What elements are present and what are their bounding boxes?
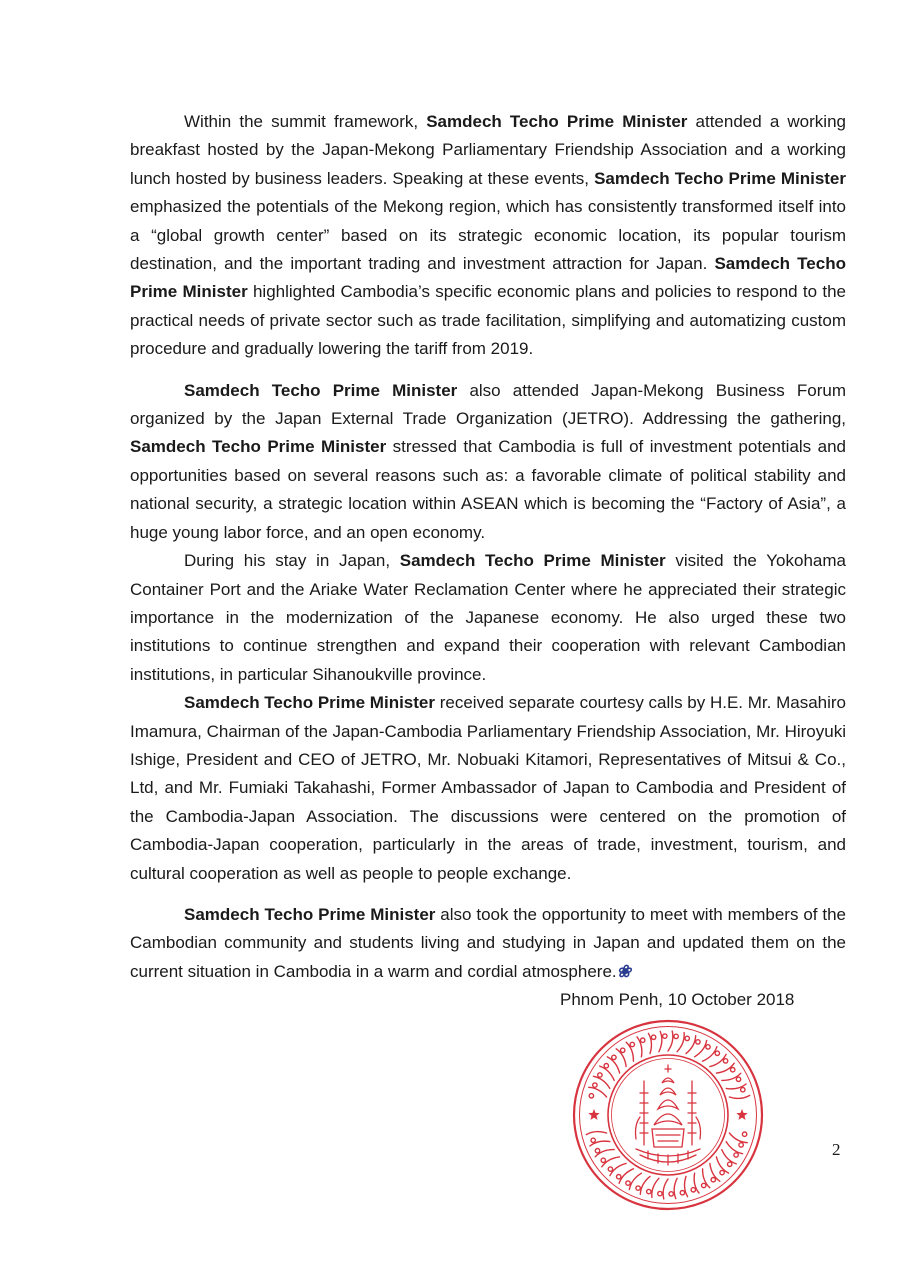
seal-script-loop xyxy=(669,1192,673,1196)
seal-script-loop xyxy=(741,1088,745,1092)
bold-text-run: Samdech Techo Prime Minister xyxy=(426,112,688,131)
seal-script-loop xyxy=(706,1045,710,1049)
seal-script-loop xyxy=(630,1042,634,1046)
text-run: During his stay in Japan, xyxy=(184,551,400,571)
seal-script-stroke xyxy=(729,1095,749,1098)
seal-script-loop xyxy=(728,1162,732,1166)
seal-script-stroke xyxy=(686,1036,696,1054)
text-run: emphasized the potentials of the Mekong region, which has consistently transformed itself into a “global growth center” based on its strategic economic location, its popular tourism destination, and the important trading and investment attraction for Japan. xyxy=(130,197,846,274)
bold-text-run: Samdech Techo Prime Minister xyxy=(399,551,666,571)
document-body xyxy=(130,108,846,986)
official-seal-stamp xyxy=(570,1017,766,1213)
seal-script-stroke xyxy=(668,1031,673,1051)
text-run: highlighted Cambodia’s specific economic plans and policies to respond to the practical needs of private sector such as trade facilitation, simplifying and automatizing custom procedure and gradually lowering the tariff from 2019. xyxy=(130,282,846,359)
bold-text-run: Samdech Techo Prime Minister xyxy=(184,904,436,924)
seal-script-loop xyxy=(608,1167,612,1171)
text-run: received separate courtesy calls by H.E. Mr. Masahiro Imamura, Chairman of the Japan-Cambodia Parliamentary Friendship Association, Mr. Hiroyuki Ishige, President and CEO of JETRO, Mr. Nobuaki Kitamori, Representatives of Mitsui & Co., Ltd, and Mr. Fumiaki Takahashi, Former Ambassador of Japan to Cambodia and President of the Cambodia-Japan Association. The discussions were centered on the promotion of Cambodia-Japan cooperation, particularly in the areas of trade, investment, tourism, and cultural cooperation as well as people to people exchange. xyxy=(130,693,847,883)
handwritten-initial-mark: ❀ xyxy=(616,961,631,981)
seal-script-stroke xyxy=(729,1133,747,1143)
seal-script-loop xyxy=(612,1055,616,1059)
paragraph-community xyxy=(130,901,846,986)
seal-script-loop xyxy=(685,1036,689,1040)
seal-script-loop xyxy=(598,1073,602,1077)
seal-script-stroke xyxy=(586,1132,606,1135)
paragraph-business-forum xyxy=(130,377,846,547)
seal-script-loop xyxy=(674,1034,678,1038)
seal-script-loop xyxy=(711,1178,715,1182)
seal-script-loop xyxy=(739,1143,743,1147)
text-run: also attended Japan-Mekong Business Forum organized by the Japan External Trade Organization (JETRO). Addressing the gathering, xyxy=(130,380,847,429)
seal-script-loop xyxy=(601,1158,605,1162)
text-run: attended a working breakfast hosted by the Japan-Mekong Parliamentary Friendship Association and a working lunch hosted by business leaders. Speaking at these events, xyxy=(130,112,846,188)
seal-script-loop xyxy=(658,1191,662,1195)
text-run: also took the opportunity to meet with members of the Cambodian community and students living and studying in Japan and updated them on the current situation in Cambodia in a warm and cordial atmosphere. xyxy=(130,904,847,981)
seal-script-stroke xyxy=(659,1031,662,1051)
text-run: stressed that Cambodia is full of investment potentials and opportunities based on several reasons such as: a favorable climate of political stability and national security, a strategic location within ASEAN which is becoming the “Factory of Asia”, a huge young labor force, and an open economy. xyxy=(130,437,847,542)
seal-script-loop xyxy=(734,1153,738,1157)
seal-script-loop xyxy=(715,1051,719,1055)
seal-script-loop xyxy=(617,1175,621,1179)
paragraph-summit xyxy=(130,108,846,364)
seal-script-stroke xyxy=(674,1178,677,1198)
seal-script-loop xyxy=(663,1034,667,1038)
seal-script-loop xyxy=(702,1183,706,1187)
seal-script-stroke xyxy=(663,1179,668,1199)
seal-script-loop xyxy=(626,1181,630,1185)
seal-script-stroke xyxy=(589,1087,607,1097)
bold-text-run: Samdech Techo Prime Minister xyxy=(130,437,387,457)
bold-text-run: Samdech Techo Prime Minister xyxy=(184,380,458,400)
seal-script-loop xyxy=(742,1132,746,1136)
seal-script-loop xyxy=(647,1189,651,1193)
seal-script-loop xyxy=(696,1040,700,1044)
seal-script-loop xyxy=(680,1191,684,1195)
bold-text-run: Samdech Techo Prime Minister xyxy=(594,168,847,188)
dateline: Phnom Penh, 10 October 2018 xyxy=(560,990,795,1009)
seal-script-stroke xyxy=(640,1176,650,1194)
bold-text-run: Samdech Techo Prime Minister xyxy=(184,693,435,713)
seal-script-loop xyxy=(720,1170,724,1174)
page-number: 2 xyxy=(832,1140,841,1159)
seal-script-loop xyxy=(591,1138,595,1142)
seal-script-loop xyxy=(595,1149,599,1153)
seal-script-loop xyxy=(731,1068,735,1072)
seal-star-icon xyxy=(588,1109,599,1120)
seal-script-loop xyxy=(604,1064,608,1068)
seal-script-loop xyxy=(593,1083,597,1087)
seal-star-icon xyxy=(736,1109,747,1120)
seal-script-loop xyxy=(723,1059,727,1063)
seal-script-loop xyxy=(589,1094,593,1098)
seal-script-loop xyxy=(641,1038,645,1042)
paragraph-japan-visit xyxy=(130,547,846,689)
bold-text-run: Samdech Techo Prime Minister xyxy=(130,254,846,302)
seal-script-loop xyxy=(636,1186,640,1190)
seal-script-loop xyxy=(651,1035,655,1039)
seal-script-loop xyxy=(621,1048,625,1052)
text-run: Within the summit framework, xyxy=(184,112,427,131)
text-run: visited the Yokohama Container Port and the Ariake Water Reclamation Center where he appreciated their strategic importance in the modernization of the Japanese economy. He also urged these two institutions to continue strengthen and expand their cooperation with relevant Cambodian institutions, in particular Sihanoukville province. xyxy=(130,551,846,684)
seal-script-loop xyxy=(691,1188,695,1192)
seal-script-loop xyxy=(736,1077,740,1081)
paragraph-courtesy-calls xyxy=(130,689,846,888)
